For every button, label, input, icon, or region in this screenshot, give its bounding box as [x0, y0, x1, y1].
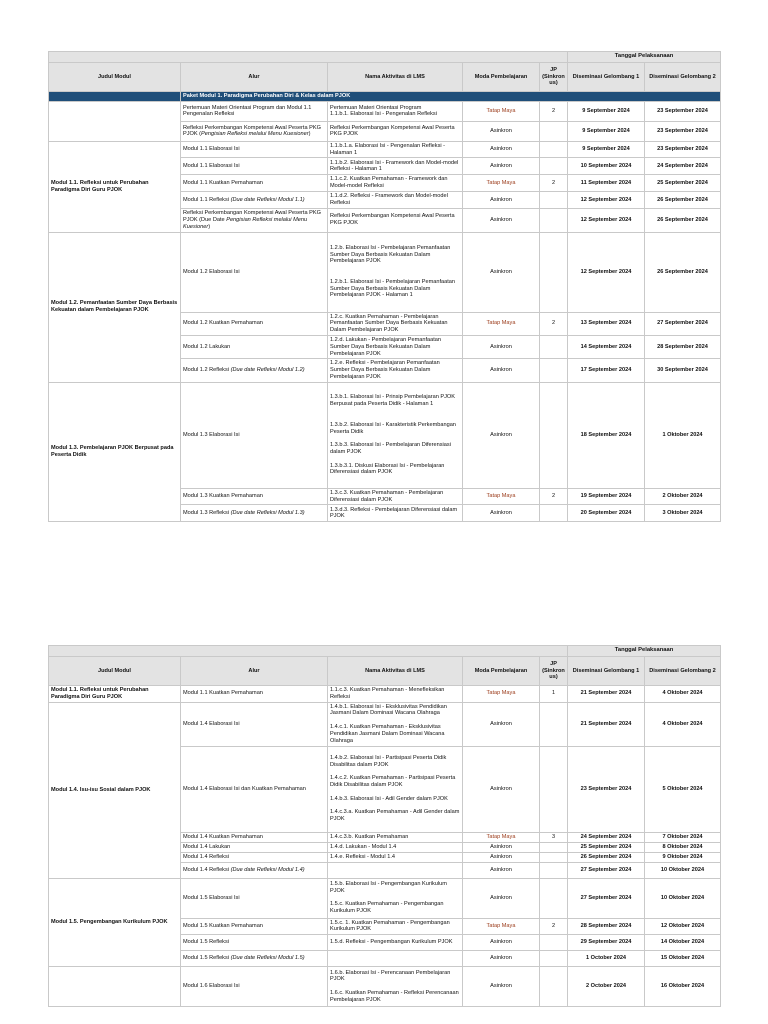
module-title: Modul 1.5. Pengembangan Kurikulum PJOK [49, 878, 181, 967]
moda-cell: Tatap Maya [463, 101, 540, 121]
jp-cell [540, 702, 568, 746]
alur-cell: Modul 1.4 Refleksi (Due date Refleksi Modul 1.4) [181, 862, 328, 878]
col-gelombang-2: Diseminasi Gelombang 2 [645, 657, 721, 686]
module-title [49, 101, 181, 141]
gelombang-1-date: 27 September 2024 [568, 878, 645, 918]
alur-cell: Modul 1.4 Kuatkan Pemahaman [181, 832, 328, 842]
activity-cell: 1.5.b. Elaborasi Isi - Pengembangan Kurikulum PJOK 1.5.c. Kuatkan Pemahaman - Pengembangan Kurikulum PJOK [328, 878, 463, 918]
moda-cell: Tatap Maya [463, 488, 540, 505]
alur-cell: Modul 1.5 Refleksi (Due date Refleksi Modul 1.5) [181, 951, 328, 967]
moda-cell: Asinkron [463, 746, 540, 832]
col-alur: Alur [181, 657, 328, 686]
jp-cell [540, 192, 568, 209]
gelombang-1-date: 12 September 2024 [568, 232, 645, 312]
activity-cell: 1.4.d. Lakukan - Modul 1.4 [328, 842, 463, 852]
moda-cell: Asinkron [463, 121, 540, 141]
table-header [49, 52, 721, 92]
activity-cell: Refleksi Perkembangan Kompetensi Awal Peserta PKG PJOK [328, 209, 463, 232]
activity-cell: 1.1.b.2. Elaborasi Isi - Framework dan Model-model Refleksi - Halaman 1 [328, 158, 463, 175]
tanggal-pelaksanaan-header: Tanggal Pelaksanaan [568, 52, 721, 63]
gelombang-1-date: 21 September 2024 [568, 702, 645, 746]
schedule-table-2 [48, 645, 721, 1007]
jp-cell [540, 878, 568, 918]
gelombang-2-date: 15 Oktober 2024 [645, 951, 721, 967]
moda-cell: Asinkron [463, 935, 540, 951]
activity-cell: 1.4.c.3.b. Kuatkan Pemahaman [328, 832, 463, 842]
table-row [49, 232, 721, 312]
gelombang-2-date: 10 Oktober 2024 [645, 878, 721, 918]
moda-cell: Asinkron [463, 359, 540, 382]
alur-cell: Pertemuan Materi Orientasi Program dan Modul 1.1 Pengenalan Refleksi [181, 101, 328, 121]
gelombang-2-date: 28 September 2024 [645, 335, 721, 358]
col-judul-modul: Judul Modul [49, 657, 181, 686]
activity-cell: 1.2.d. Lakukan - Pembelajaran Pemanfaatan Sumber Daya Berbasis Kekuatan Dalam Pembelajaran PJOK [328, 335, 463, 358]
moda-cell: Asinkron [463, 702, 540, 746]
alur-cell: Modul 1.2 Elaborasi Isi [181, 232, 328, 312]
moda-cell: Tatap Maya [463, 686, 540, 703]
table-row [49, 967, 721, 1007]
alur-cell: Modul 1.1 Kuatkan Pemahaman [181, 686, 328, 703]
alur-cell: Modul 1.4 Elaborasi Isi dan Kuatkan Pemahaman [181, 746, 328, 832]
jp-cell [540, 852, 568, 862]
module-title: Modul 1.1. Refleksi untuk Perubahan Paradigma Diri Guru PJOK [49, 686, 181, 703]
alur-cell: Modul 1.4 Refleksi [181, 852, 328, 862]
gelombang-1-date: 27 September 2024 [568, 862, 645, 878]
section-row [49, 92, 721, 102]
moda-cell: Tatap Maya [463, 312, 540, 335]
gelombang-1-date: 14 September 2024 [568, 335, 645, 358]
table-row [49, 878, 721, 918]
moda-cell: Tatap Maya [463, 832, 540, 842]
jp-cell [540, 505, 568, 522]
jp-cell [540, 141, 568, 158]
gelombang-2-date: 9 Oktober 2024 [645, 852, 721, 862]
col-gelombang-2: Diseminasi Gelombang 2 [645, 63, 721, 92]
gelombang-1-date: 9 September 2024 [568, 141, 645, 158]
activity-cell: 1.3.b.1. Elaborasi Isi - Prinsip Pembelajaran PJOK Berpusat pada Peserta Didik - Halaman 1 1.3.b.2. Elaborasi Isi - Karakteristik Perkembangan Peserta Didik 1.3.b.3. Elaborasi Isi - Pembelajaran Diferensiasi dalam PJOK 1.3.b.3.1. Diskusi Elaborasi Isi - Pembelajaran Diferensiasi dalam PJOK [328, 382, 463, 488]
activity-cell: 1.1.c.2. Kuatkan Pemahaman - Framework dan Model-model Refleksi [328, 175, 463, 192]
col-judul-modul: Judul Modul [49, 63, 181, 92]
module-title: Modul 1.2. Pemanfaatan Sumber Daya Berbasis Kekuatan dalam Pembelajaran PJOK [49, 232, 181, 382]
jp-cell [540, 842, 568, 852]
alur-cell: Modul 1.4 Lakukan [181, 842, 328, 852]
module-title: Modul 1.1. Refleksi untuk Perubahan Paradigma Diri Guru PJOK [49, 141, 181, 232]
gelombang-1-date: 19 September 2024 [568, 488, 645, 505]
alur-cell: Modul 1.2 Refleksi (Due date Refleksi Modul 1.2) [181, 359, 328, 382]
gelombang-1-date: 26 September 2024 [568, 852, 645, 862]
gelombang-2-date: 27 September 2024 [645, 312, 721, 335]
col-aktivitas: Nama Aktivitas di LMS [328, 63, 463, 92]
table-row [49, 382, 721, 488]
alur-cell: Modul 1.5 Elaborasi Isi [181, 878, 328, 918]
gelombang-1-date: 18 September 2024 [568, 382, 645, 488]
jp-cell [540, 382, 568, 488]
moda-cell: Asinkron [463, 382, 540, 488]
col-aktivitas: Nama Aktivitas di LMS [328, 657, 463, 686]
activity-cell: 1.1.d.2. Refleksi - Framework dan Model-model Refleksi [328, 192, 463, 209]
col-alur: Alur [181, 63, 328, 92]
gelombang-2-date: 2 Oktober 2024 [645, 488, 721, 505]
gelombang-2-date: 10 Oktober 2024 [645, 862, 721, 878]
section-title: Paket Modul 1. Paradigma Perubahan Diri & Kelas dalam PJOK [181, 92, 721, 102]
gelombang-2-date: 26 September 2024 [645, 209, 721, 232]
activity-cell: 1.6.b. Elaborasi Isi - Perencanaan Pembelajaran PJOK 1.6.c. Kuatkan Pemahaman - Refleksi Perencanaan Pembelajaran PJOK [328, 967, 463, 1007]
gelombang-1-date: 13 September 2024 [568, 312, 645, 335]
activity-cell [328, 862, 463, 878]
col-jp: JP (Sinkron us) [540, 657, 568, 686]
alur-cell: Modul 1.1 Elaborasi Isi [181, 141, 328, 158]
activity-cell: 1.2.e. Refleksi - Pembelajaran Pemanfaatan Sumber Daya Berbasis Kekuatan Dalam Pembelajaran PJOK [328, 359, 463, 382]
jp-cell [540, 209, 568, 232]
tanggal-pelaksanaan-header: Tanggal Pelaksanaan [568, 646, 721, 657]
activity-cell: 1.2.b. Elaborasi Isi - Pembelajaran Pemanfaatan Sumber Daya Berbasis Kekuatan Dalam Pembelajaran PJOK 1.2.b.1. Elaborasi Isi - Pembelajaran Pemanfaatan Sumber Daya Berbasis Kekuatan Dalam Pembelajaran PJOK - Halaman 1 [328, 232, 463, 312]
jp-cell: 2 [540, 488, 568, 505]
gelombang-1-date: 9 September 2024 [568, 121, 645, 141]
activity-cell: 1.5.d. Refleksi - Pengembangan Kurikulum PJOK [328, 935, 463, 951]
schedule-table-1 [48, 51, 721, 522]
jp-cell [540, 359, 568, 382]
gelombang-1-date: 17 September 2024 [568, 359, 645, 382]
jp-cell [540, 335, 568, 358]
jp-cell: 2 [540, 175, 568, 192]
jp-cell [540, 232, 568, 312]
moda-cell: Asinkron [463, 209, 540, 232]
module-title: Modul 1.3. Pembelajaran PJOK Berpusat pada Peserta Didik [49, 382, 181, 522]
module-title [49, 967, 181, 1007]
col-gelombang-1: Diseminasi Gelombang 1 [568, 63, 645, 92]
gelombang-2-date: 4 Oktober 2024 [645, 702, 721, 746]
moda-cell: Asinkron [463, 505, 540, 522]
jp-cell [540, 862, 568, 878]
jp-cell: 2 [540, 101, 568, 121]
jp-cell: 2 [540, 918, 568, 935]
alur-cell: Modul 1.3 Refleksi (Due date Refleksi Modul 1.3) [181, 505, 328, 522]
moda-cell: Asinkron [463, 232, 540, 312]
jp-cell [540, 746, 568, 832]
col-moda: Moda Pembelajaran [463, 63, 540, 92]
col-gelombang-1: Diseminasi Gelombang 1 [568, 657, 645, 686]
jp-cell [540, 951, 568, 967]
alur-cell: Modul 1.4 Elaborasi Isi [181, 702, 328, 746]
gelombang-1-date: 24 September 2024 [568, 832, 645, 842]
gelombang-2-date: 23 September 2024 [645, 121, 721, 141]
gelombang-2-date: 23 September 2024 [645, 141, 721, 158]
alur-cell: Refleksi Perkembangan Kompetensi Awal Peserta PKG PJOK (Due Date Pengisian Refleksi melalui Menu Kuesioner) [181, 209, 328, 232]
moda-cell: Tatap Maya [463, 175, 540, 192]
gelombang-2-date: 25 September 2024 [645, 175, 721, 192]
gelombang-2-date: 5 Oktober 2024 [645, 746, 721, 832]
moda-cell: Asinkron [463, 141, 540, 158]
table-row [49, 141, 721, 158]
alur-cell: Modul 1.1 Refleksi (Due date Refleksi Modul 1.1) [181, 192, 328, 209]
gelombang-2-date: 26 September 2024 [645, 192, 721, 209]
gelombang-1-date: 21 September 2024 [568, 686, 645, 703]
activity-cell: 1.4.b.2. Elaborasi Isi - Partisipasi Peserta Didik Disabilitas dalam PJOK 1.4.c.2. Kuatkan Pemahaman - Partisipasi Peserta Didik Disabilitas dalam PJOK 1.4.b.3. Elaborasi Isi - Adil Gender dalam PJOK 1.4.c.3.a. Kuatkan Pemahaman - Adil Gender dalam PJOK [328, 746, 463, 832]
activity-cell: 1.2.c. Kuatkan Pemahaman - Pembelajaran Pemanfaatan Sumber Daya Berbasis Kekuatan Dalam Pembelajaran PJOK [328, 312, 463, 335]
jp-cell [540, 121, 568, 141]
gelombang-1-date: 9 September 2024 [568, 101, 645, 121]
moda-cell: Asinkron [463, 852, 540, 862]
table-row [49, 101, 721, 121]
gelombang-1-date: 12 September 2024 [568, 192, 645, 209]
alur-cell: Modul 1.2 Lakukan [181, 335, 328, 358]
gelombang-1-date: 2 October 2024 [568, 967, 645, 1007]
gelombang-2-date: 26 September 2024 [645, 232, 721, 312]
table-row [49, 686, 721, 703]
gelombang-2-date: 3 Oktober 2024 [645, 505, 721, 522]
gelombang-2-date: 16 Oktober 2024 [645, 967, 721, 1007]
activity-cell: Pertemuan Materi Orientasi Program 1.1.b.1. Elaborasi Isi - Pengenalan Refleksi [328, 101, 463, 121]
activity-cell: 1.4.e. Refleksi - Modul 1.4 [328, 852, 463, 862]
col-jp: JP (Sinkron us) [540, 63, 568, 92]
moda-cell: Asinkron [463, 862, 540, 878]
alur-cell: Modul 1.2 Kuatkan Pemahaman [181, 312, 328, 335]
alur-cell: Modul 1.3 Kuatkan Pemahaman [181, 488, 328, 505]
gelombang-2-date: 7 Oktober 2024 [645, 832, 721, 842]
alur-cell: Modul 1.1 Kuatkan Pemahaman [181, 175, 328, 192]
moda-cell: Asinkron [463, 192, 540, 209]
jp-cell [540, 935, 568, 951]
moda-cell: Asinkron [463, 335, 540, 358]
gelombang-1-date: 20 September 2024 [568, 505, 645, 522]
gelombang-2-date: 8 Oktober 2024 [645, 842, 721, 852]
gelombang-2-date: 12 Oktober 2024 [645, 918, 721, 935]
alur-cell: Refleksi Perkembangan Kompetensi Awal Peserta PKG PJOK (Pengisian Refleksi melalui Menu Kuesioner) [181, 121, 328, 141]
gelombang-2-date: 30 September 2024 [645, 359, 721, 382]
table-row [49, 702, 721, 746]
moda-cell: Asinkron [463, 158, 540, 175]
gelombang-1-date: 29 September 2024 [568, 935, 645, 951]
alur-cell: Modul 1.1 Elaborasi Isi [181, 158, 328, 175]
alur-cell: Modul 1.6 Elaborasi Isi [181, 967, 328, 1007]
moda-cell: Asinkron [463, 842, 540, 852]
moda-cell: Asinkron [463, 878, 540, 918]
jp-cell [540, 967, 568, 1007]
activity-cell: 1.4.b.1. Elaborasi Isi - Eksklusivitas Pendidikan Jasmani Dalam Dominasi Wacana Olahraga 1.4.c.1. Kuatkan Pemahaman - Eksklusivitas Pendidikan Jasmani Dalam Dominasi Wacana Olahraga [328, 702, 463, 746]
alur-cell: Modul 1.3 Elaborasi Isi [181, 382, 328, 488]
gelombang-2-date: 14 Oktober 2024 [645, 935, 721, 951]
moda-cell: Tatap Maya [463, 918, 540, 935]
gelombang-1-date: 28 September 2024 [568, 918, 645, 935]
gelombang-2-date: 23 September 2024 [645, 101, 721, 121]
activity-cell [328, 951, 463, 967]
gelombang-1-date: 12 September 2024 [568, 209, 645, 232]
jp-cell [540, 158, 568, 175]
gelombang-1-date: 25 September 2024 [568, 842, 645, 852]
gelombang-1-date: 11 September 2024 [568, 175, 645, 192]
moda-cell: Asinkron [463, 951, 540, 967]
module-title: Modul 1.4. Isu-isu Sosial dalam PJOK [49, 702, 181, 878]
gelombang-2-date: 1 Oktober 2024 [645, 382, 721, 488]
activity-cell: 1.3.d.3. Refleksi - Pembelajaran Diferensiasi dalam PJOK [328, 505, 463, 522]
gelombang-1-date: 1 October 2024 [568, 951, 645, 967]
gelombang-1-date: 10 September 2024 [568, 158, 645, 175]
gelombang-2-date: 4 Oktober 2024 [645, 686, 721, 703]
moda-cell: Asinkron [463, 967, 540, 1007]
jp-cell: 1 [540, 686, 568, 703]
activity-cell: 1.5.c. 1. Kuatkan Pemahaman - Pengembangan Kurikulum PJOK [328, 918, 463, 935]
jp-cell: 2 [540, 312, 568, 335]
gelombang-1-date: 23 September 2024 [568, 746, 645, 832]
col-moda: Moda Pembelajaran [463, 657, 540, 686]
activity-cell: 1.1.b.1.a. Elaborasi Isi - Pengenalan Refleksi - Halaman 1 [328, 141, 463, 158]
gelombang-2-date: 24 September 2024 [645, 158, 721, 175]
activity-cell: Refleksi Perkembangan Kompetensi Awal Peserta PKG PJOK [328, 121, 463, 141]
jp-cell: 3 [540, 832, 568, 842]
activity-cell: 1.1.c.3. Kuatkan Pemahaman - Menefleksikan Refleksi [328, 686, 463, 703]
alur-cell: Modul 1.5 Refleksi [181, 935, 328, 951]
activity-cell: 1.3.c.3. Kuatkan Pemahaman - Pembelajaran Diferensiasi dalam PJOK [328, 488, 463, 505]
table-header [49, 646, 721, 686]
alur-cell: Modul 1.5 Kuatkan Pemahaman [181, 918, 328, 935]
